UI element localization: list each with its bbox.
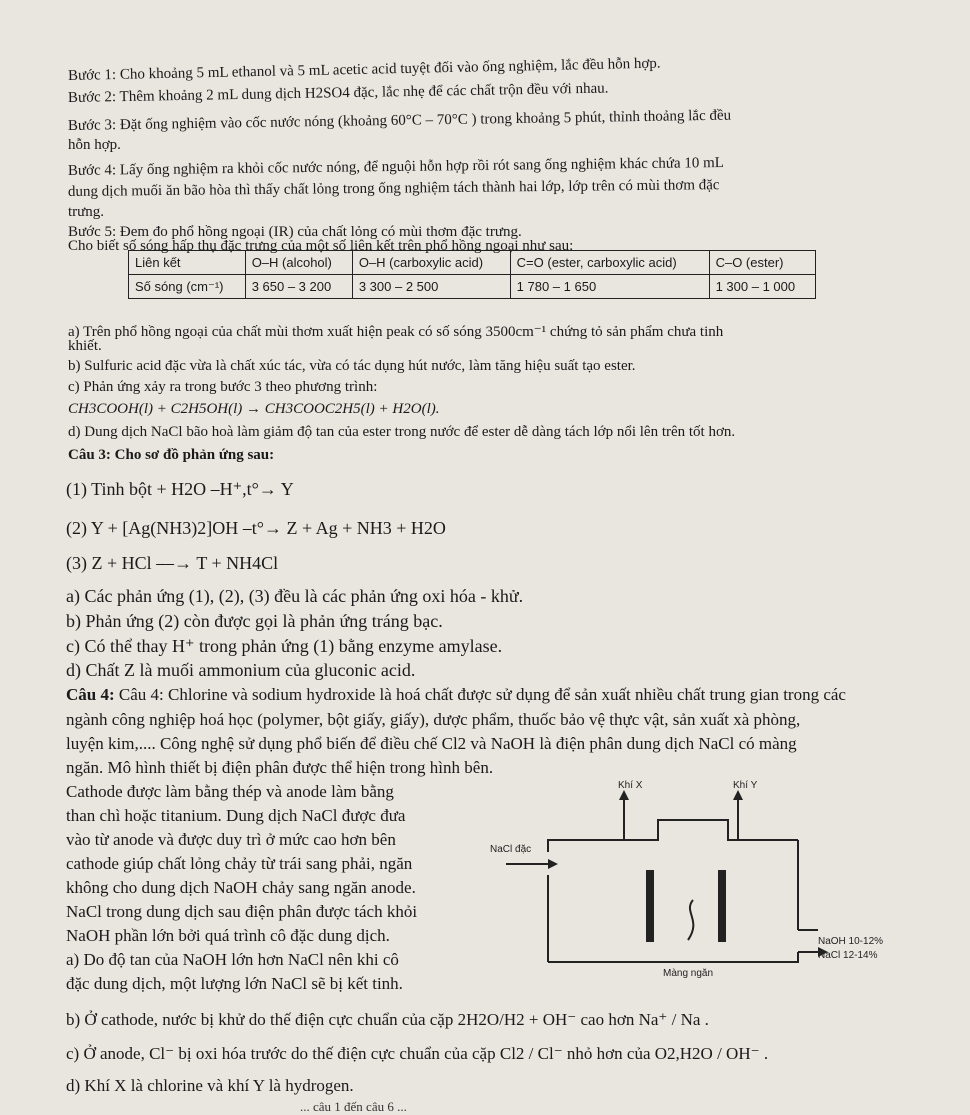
statement-b: b) Ở cathode, nước bị khử do thế điện cực chuẩn của cặp 2H2O/H2 + OH⁻ cao hơn Na⁺ / Na . xyxy=(66,1010,709,1029)
ir-header-cell: C=O (ester, carboxylic acid) xyxy=(510,251,709,275)
para-4: cathode giúp chất lỏng chảy từ trái sang phải, ngăn xyxy=(66,854,413,873)
question-d: d) Dung dịch NaCl bão hoà làm giảm độ tan của ester trong nước để ester dễ dàng tách lớp nổi lên trên tốt hơn. xyxy=(68,424,736,440)
electrolysis-diagram xyxy=(488,780,918,985)
ir-value-cell: 3 300 – 2 500 xyxy=(352,275,510,299)
question-4-line-3: luyện kim,.... Công nghệ sử dụng phổ biến để điều chế Cl2 và NaOH là điện phân dung dịch NaCl có màng xyxy=(66,734,797,753)
ir-value-cell: 1 780 – 1 650 xyxy=(510,275,709,299)
para-3: vào từ anode và được duy trì ở mức cao hơn bên xyxy=(66,830,396,849)
gas-y-arrow xyxy=(733,790,743,800)
anode-plate xyxy=(646,870,654,942)
q3-statement-a: a) Các phản ứng (1), (2), (3) đều là các phản ứng oxi hóa - khử. xyxy=(66,586,524,606)
inlet-arrow xyxy=(548,859,558,869)
membrane-label: Màng ngăn xyxy=(663,968,714,979)
statement-d: d) Khí X là chlorine và khí Y là hydrogen. xyxy=(66,1076,354,1095)
gas-x-arrow xyxy=(619,790,629,800)
equation: CH3COOH(l) + C2H5OH(l) → CH3COOC2H5(l) + H2O(l). xyxy=(68,401,440,417)
ir-header-cell: O–H (carboxylic acid) xyxy=(352,251,510,275)
ir-value-row xyxy=(129,275,816,299)
q3-statement-b: b) Phản ứng (2) còn được gọi là phản ứng tráng bạc. xyxy=(66,611,443,631)
question-b: b) Sulfuric acid đặc vừa là chất xúc tác, vừa có tác dụng hút nước, làm tăng hiệu suất tạo ester. xyxy=(68,358,636,374)
ir-header-cell: O–H (alcohol) xyxy=(245,251,352,275)
reaction-3: (3) Z + HCl ⎯⎯→ T + NH4Cl xyxy=(66,553,279,573)
membrane-line xyxy=(688,900,693,940)
ir-header-cell: Liên kết xyxy=(129,251,246,275)
para-7: NaOH phần lớn bởi quá trình cô đặc dung dịch. xyxy=(66,926,390,945)
ir-value-cell: 3 650 – 3 200 xyxy=(245,275,352,299)
naoh-outlet-label: NaOH 10-12% xyxy=(818,936,884,947)
step-3: Bước 3: Đặt ống nghiệm vào cốc nước nóng (khoảng 60°C – 70°C ) trong khoảng 5 phút, thỉnh thoảng lắc đều xyxy=(67,107,732,134)
para-2: than chì hoặc titanium. Dung dịch NaCl được đưa xyxy=(66,806,406,825)
question-4-line-1: Câu 4: Câu 4: Chlorine và sodium hydroxide là hoá chất được sử dụng để sản xuất nhiều chất trung gian trong các xyxy=(66,685,846,704)
reaction-1: (1) Tinh bột + H2O ⎯H⁺,t°→ Y xyxy=(66,479,294,499)
question-c: c) Phản ứng xảy ra trong bước 3 theo phương trình: xyxy=(68,379,378,395)
page-footer: ... câu 1 đến câu 6 ... xyxy=(300,1099,407,1114)
cathode-plate xyxy=(718,870,726,942)
nacl-inlet-label: NaCl đặc xyxy=(490,844,532,855)
ir-intro: Cho biết số sóng hấp thụ đặc trưng của một số liên kết trên phổ hồng ngoại như sau: xyxy=(68,238,574,254)
question-4-line-4: ngăn. Mô hình thiết bị điện phân được thể hiện trong hình bên. xyxy=(66,758,494,777)
question-a-cont: khiết. xyxy=(68,338,102,354)
question-3-title: Câu 3: Cho sơ đồ phản ứng sau: xyxy=(68,447,275,463)
para-8: a) Do độ tan của NaOH lớn hơn NaCl nên khi cô xyxy=(66,950,399,969)
cell-outline-right xyxy=(548,952,798,962)
step-4-cont: dung dịch muối ăn bão hòa thì thấy chất lỏng trong ống nghiệm tách thành hai lớp, lớp trên có mùi thơm đặc xyxy=(67,177,720,200)
cell-outline-left xyxy=(548,820,798,852)
step-5: Bước 5: Đem đo phổ hồng ngoại (IR) của chất lỏng có mùi thơm đặc trưng. xyxy=(68,224,522,240)
gas-y-label: Khí Y xyxy=(733,780,758,791)
ir-value-cell: 1 300 – 1 000 xyxy=(709,275,815,299)
para-9: đặc dung dịch, một lượng lớn NaCl sẽ bị kết tinh. xyxy=(66,974,403,993)
ir-header-row xyxy=(129,251,816,275)
step-1: Bước 1: Cho khoảng 5 mL ethanol và 5 mL acetic acid tuyệt đối vào ống nghiệm, lắc đều hỗn hợp. xyxy=(67,55,661,84)
reaction-2: (2) Y + [Ag(NH3)2]OH ⎯t°→ Z + Ag + NH3 + H2O xyxy=(66,518,446,538)
para-1: Cathode được làm bằng thép và anode làm bằng xyxy=(66,782,394,801)
ir-row-label: Số sóng (cm⁻¹) xyxy=(129,275,246,299)
ir-table xyxy=(128,250,816,299)
step-4: Bước 4: Lấy ống nghiệm ra khỏi cốc nước nóng, để nguội hỗn hợp rồi rót sang ống nghiệm khác chứa 10 mL xyxy=(67,154,725,179)
gas-x-label: Khí X xyxy=(618,780,643,791)
q3-statement-c: c) Có thể thay H⁺ trong phản ứng (1) bằng enzyme amylase. xyxy=(66,636,503,656)
para-6: NaCl trong dung dịch sau điện phân được tách khỏi xyxy=(66,902,418,921)
para-5: không cho dung dịch NaOH chảy sang ngăn anode. xyxy=(66,878,416,897)
step-3-cont: hỗn hợp. xyxy=(68,137,121,153)
question-4-text-1: Câu 4: Chlorine và sodium hydroxide là hoá chất được sử dụng để sản xuất nhiều chất trung gian trong các xyxy=(118,685,846,704)
question-4-line-2: ngành công nghiệp hoá học (polymer, bột giấy, giấy), dược phẩm, thuốc bảo vệ thực vật, sản xuất xà phòng, xyxy=(66,710,801,729)
q3-statement-d: d) Chất Z là muối ammonium của gluconic acid. xyxy=(66,660,416,680)
step-2: Bước 2: Thêm khoảng 2 mL dung dịch H2SO4 đặc, lắc nhẹ để các chất trộn đều với nhau. xyxy=(67,80,609,106)
question-a: a) Trên phổ hồng ngoại của chất mùi thơm xuất hiện peak có số sóng 3500cm⁻¹ chứng tỏ sản phẩm chưa tinh xyxy=(68,324,724,340)
statement-c: c) Ở anode, Cl⁻ bị oxi hóa trước do thế điện cực chuẩn của cặp Cl2 / Cl⁻ nhỏ hơn của O2,H2O / OH⁻ . xyxy=(66,1044,769,1063)
nacl-outlet-label: NaCl 12-14% xyxy=(818,950,878,961)
ir-header-cell: C–O (ester) xyxy=(709,251,815,275)
step-4-end: trưng. xyxy=(68,204,105,220)
